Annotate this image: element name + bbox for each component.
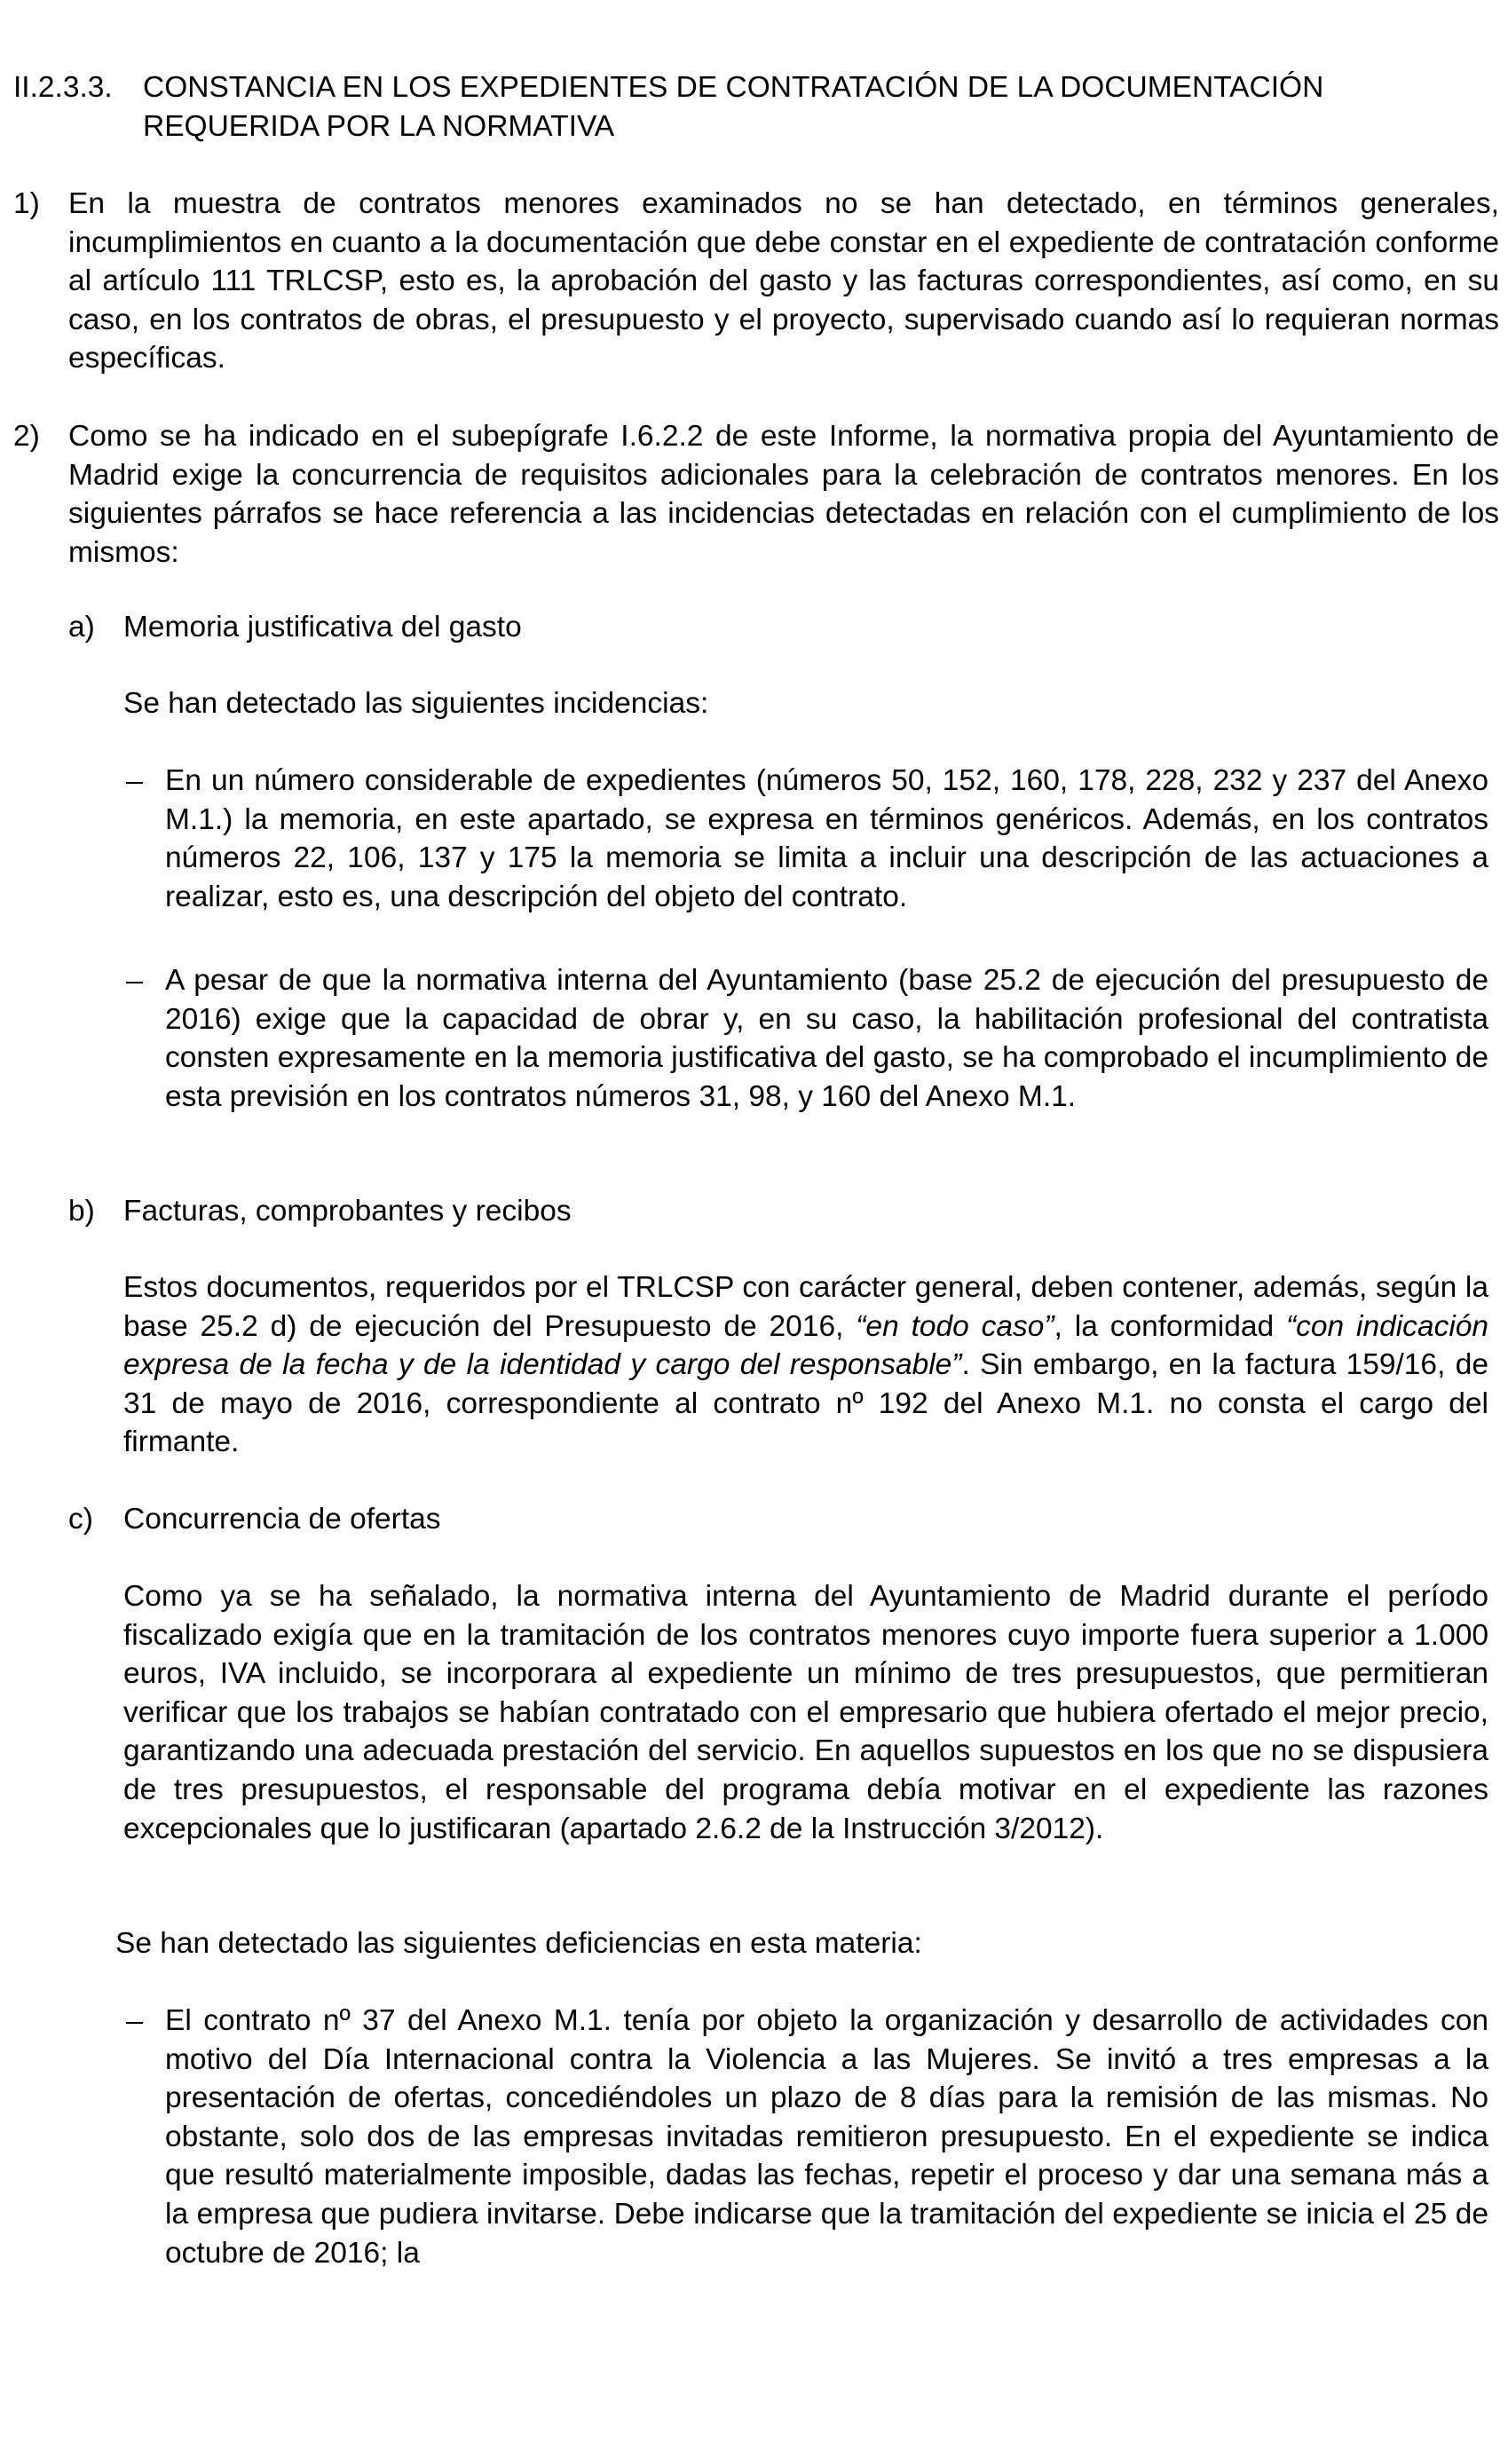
subitem-b-text-part1: Estos documentos, requeridos por el TRLCSP con carácter general, deben contener, además, según la base 25.2 d) de ejecución del Presupuesto de 2016, [123,1271,1488,1343]
subitem-b-text [123,1268,1488,1462]
subitem-b-quote-1: “en todo caso” [856,1309,1054,1343]
subitem-title: Memoria justificativa del gasto [123,611,522,644]
subitem-title: Concurrencia de ofertas [123,1503,441,1536]
section-number: II.2.3.3. [13,71,113,104]
item-text: En la muestra de contratos menores examinados no se han detectado, en términos generales, incumplimientos en cuanto a la documentación que debe constar en el expediente de contratación conforme al artículo 111 TRLCSP, esto es, la aprobación del gasto y las facturas correspondientes, así como, en su caso, en los contratos de obras, el presupuesto y el proyecto, supervisado cuando así lo requieran normas específicas. [68,187,1499,375]
subitem-c-bullet-1: El contrato nº 37 del Anexo M.1. tenía por objeto la organización y desarrollo de actividades con motivo del Día Internacional contra la Violencia a las Mujeres. Se invitó a tres empresas a la presentación de ofertas, concediéndoles un plazo de 8 días para la remisión de las mismas. No obstante, solo dos de las empresas invitadas remitieron presupuesto. En el expediente se indica que resultó materialmente imposible, dadas las fechas, repetir el proceso y dar una semana más a la empresa que pudiera invitarse. Debe indicarse que la tramitación del expediente se inicia el 25 de octubre de 2016; la [165,2004,1488,2270]
bullet-dash [126,982,143,983]
item-text: Como se ha indicado en el subepígrafe I.6.2.2 de este Informe, la normativa propia del Ayuntamiento de Madrid exige la concurrencia de requisitos adicionales para la celebración de contratos menores. En los siguientes párrafos se hace referencia a las incidencias detectadas en relación con el cumplimiento de los mismos: [68,420,1499,569]
subitem-a-bullet-1: En un número considerable de expedientes (números 50, 152, 160, 178, 228, 232 y 237 del Anexo M.1.) la memoria, en este apartado, se expresa en términos genéricos. Además, en los contratos números 22, 106, 137 y 175 la memoria se limita a incluir una descripción de las actuaciones a realizar, esto es, una descripción del objeto del contrato. [165,764,1488,913]
bullet-dash [126,782,143,784]
item-marker: 1) [13,187,40,220]
section-title-line1: CONSTANCIA EN LOS EXPEDIENTES DE CONTRATACIÓN DE LA DOCUMENTACIÓN [143,71,1324,104]
subitem-b-text-part3: . Sin embargo, en la factura 159/16, de 31 de mayo de 2016, correspondiente al contrato nº 192 del Anexo M.1. no consta el cargo del firmante. [123,1348,1488,1459]
subitem-a-bullet-2: A pesar de que la normativa interna del Ayuntamiento (base 25.2 de ejecución del presupuesto de 2016) exige que la capacidad de obrar y, en su caso, la habilitación profesional del contratista consten expresamente en la memoria justificativa del gasto, se ha comprobado el incumplimiento de esta previsión en los contratos números 31, 98, y 160 del Anexo M.1. [165,964,1488,1113]
numbered-item-2 [13,417,1500,572]
subitem-marker: a) [68,611,95,644]
subitem-marker: b) [68,1195,95,1228]
subitem-title: Facturas, comprobantes y recibos [123,1195,572,1228]
bullet-dash [126,2022,143,2024]
subitem-b-text-part2: , la conformidad [1054,1309,1286,1343]
subitem-c-deficiencies-intro: Se han detectado las siguientes deficiencias en esta materia: [115,1927,922,1960]
subitem-a-intro: Se han detectado las siguientes incidencias: [123,687,709,720]
subitem-marker: c) [68,1503,93,1536]
section-title-line2: REQUERIDA POR LA NORMATIVA [143,109,615,143]
subitem-c-text: Como ya se ha señalado, la normativa interna del Ayuntamiento de Madrid durante el período fiscalizado exigía que en la tramitación de los contratos menores cuyo importe fuera superior a 1.000 euros, IVA incluido, se incorporara al expediente un mínimo de tres presupuestos, que permitieran verificar que los trabajos se habían contratado con el empresario que hubiera ofertado el mejor precio, garantizando una adecuada prestación del servicio. En aquellos supuestos en los que no se dispusiera de tres presupuestos, el responsable del programa debía motivar en el expediente las razones excepcionales que lo justificaran (apartado 2.6.2 de la Instrucción 3/2012). [123,1580,1488,1845]
subitem-b-quote-2: “con indicación expresa de la fecha y de la identidad y cargo del responsable” [123,1309,1489,1382]
item-marker: 2) [13,420,40,453]
section-title [143,68,1508,146]
numbered-item-1 [13,185,1500,378]
